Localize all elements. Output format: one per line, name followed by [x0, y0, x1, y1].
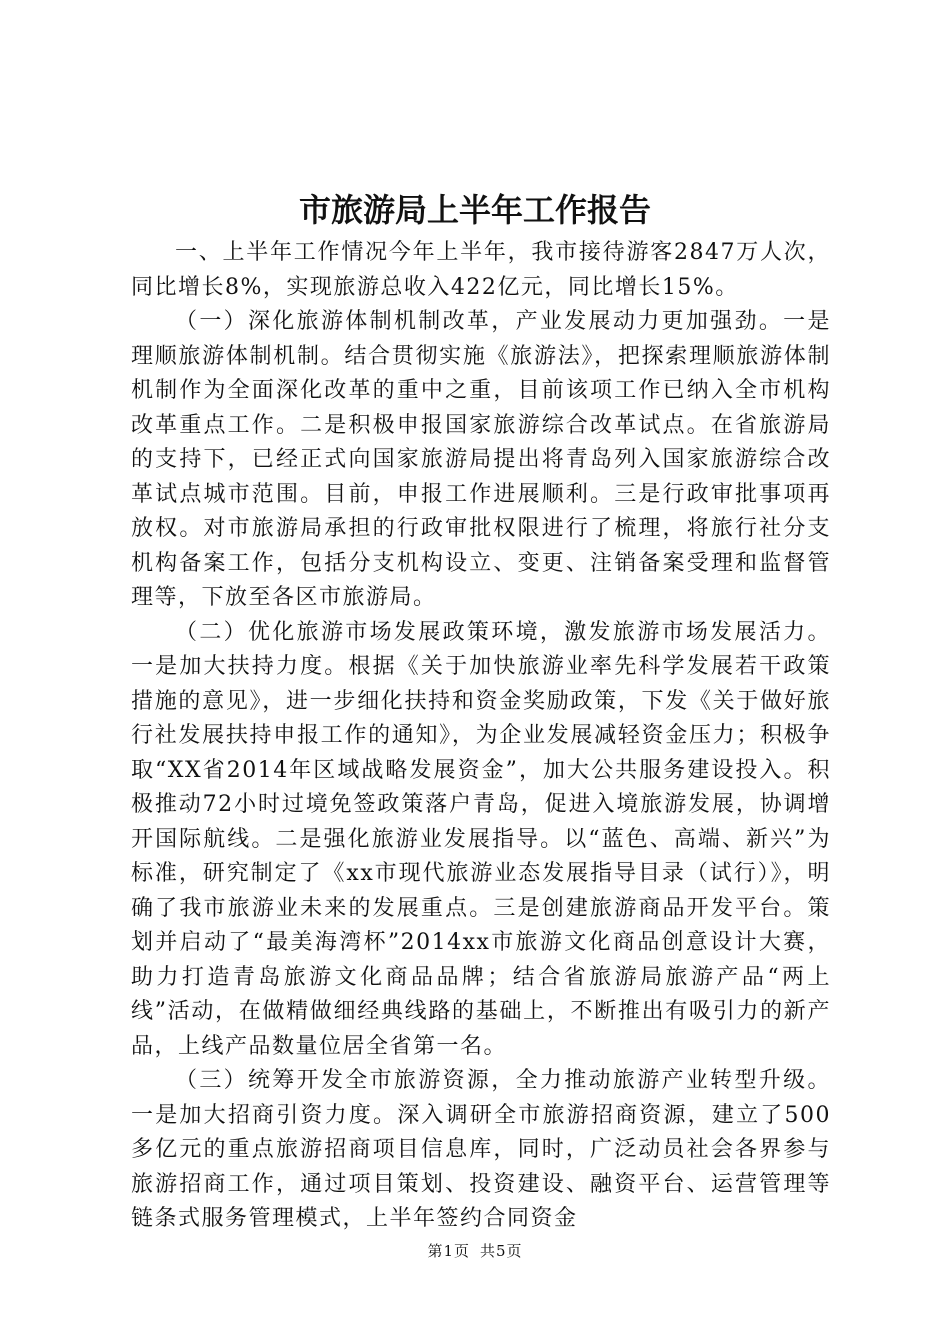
paragraph-section-3: （三）统筹开发全市旅游资源，全力推动旅游产业转型升级。一是加大招商引资力度。深入调研全市旅游招商资源，建立了500多亿元的重点旅游招商项目信息库，同时，广泛动员社会各界参与旅游招商工作，通过项目策划、投资建设、融资平台、运营管理等链条式服务管理模式，上半年签约合同资金 — [131, 1068, 831, 1231]
page-number: 第1页 — [427, 1242, 470, 1260]
page-footer — [0, 1241, 950, 1261]
paragraph-section-1: （一）深化旅游体制机制改革，产业发展动力更加强劲。一是理顺旅游体制机制。结合贯彻实施《旅游法》，把探索理顺旅游体制机制作为全面深化改革的重中之重，目前该项工作已纳入全市机构改革重点工作。二是积极申报国家旅游综合改革试点。在省旅游局的支持下，已经正式向国家旅游局提出将青岛列入国家旅游综合改革试点城市范围。目前，申报工作进展顺利。三是行政审批事项再放权。对市旅游局承担的行政审批权限进行了梳理，将旅行社分支机构备案工作，包括分支机构设立、变更、注销备案受理和监督管理等，下放至各区市旅游局。 — [131, 309, 831, 610]
paragraph-section-2: （二）优化旅游市场发展政策环境，激发旅游市场发展活力。一是加大扶持力度。根据《关于加快旅游业率先科学发展若干政策措施的意见》，进一步细化扶持和资金奖励政策，下发《关于做好旅行社发展扶持申报工作的通知》，为企业发展减轻资金压力；积极争取“XX省2014年区域战略发展资金”，加大公共服务建设投入。积极推动72小时过境免签政策落户青岛，促进入境旅游发展，协调增开国际航线。二是强化旅游业发展指导。以“蓝色、高端、新兴”为标准，研究制定了《xx市现代旅游业态发展指导目录（试行）》，明确了我市旅游业未来的发展重点。三是创建旅游商品开发平台。策划并启动了“最美海湾杯”2014xx市旅游文化商品创意设计大赛，助力打造青岛旅游文化商品品牌；结合省旅游局旅游产品“两上线”活动，在做精做细经典线路的基础上，不断推出有吸引力的新产品，上线产品数量位居全省第一名。 — [131, 619, 831, 1059]
page-total: 共5页 — [480, 1242, 523, 1260]
document-body — [131, 236, 831, 1237]
document-title: 市旅游局上半年工作报告 — [298, 191, 651, 229]
paragraph-summary: 一、上半年工作情况今年上半年，我市接待游客2847万人次，同比增长8%，实现旅游总收入422亿元，同比增长15%。 — [131, 240, 831, 300]
